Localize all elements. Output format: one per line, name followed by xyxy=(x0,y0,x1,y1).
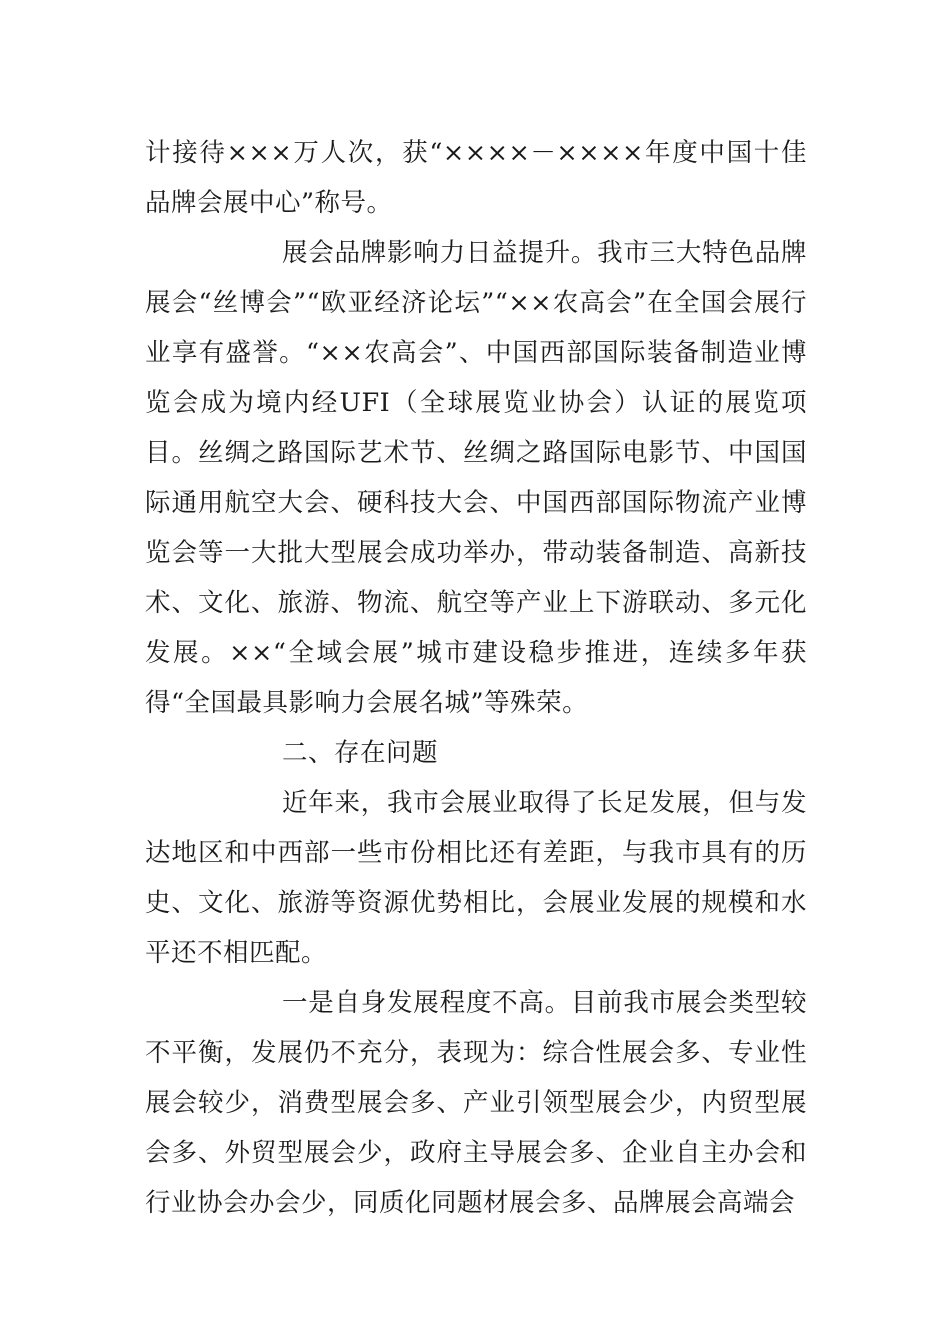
heading-text: 二、存在问题 xyxy=(282,738,439,768)
paragraph-development-level xyxy=(145,978,807,1228)
paragraph-continuation xyxy=(145,128,807,228)
paragraph-text: 展会品牌影响力日益提升。我市三大特色品牌展会“丝博会”“欧亚经济论坛”“××农高会”在全国会展行业享有盛誉。“××农高会”、中国西部国际装备制造业博览会成为境内经UFI（全球展览业协会）认证的展览项目。丝绸之路国际艺术节、丝绸之路国际电影节、中国国际通用航空大会、硬科技大会、中国西部国际物流产业博览会等一大批大型展会成功举办，带动装备制造、高新技术、文化、旅游、物流、航空等产业上下游联动、多元化发展。××“全域会展”城市建设稳步推进，连续多年获得“全国最具影响力会展名城”等殊荣。 xyxy=(145,238,807,718)
paragraph-text: 一是自身发展程度不高。目前我市展会类型较不平衡，发展仍不充分，表现为：综合性展会多、专业性展会较少，消费型展会多、产业引领型展会少，内贸型展会多、外贸型展会少，政府主导展会多、企业自主办会和行业协会办会少，同质化同题材展会多、品牌展会高端会 xyxy=(145,988,807,1218)
paragraph-text: 计接待×××万人次，获“××××－××××年度中国十佳品牌会展中心”称号。 xyxy=(145,138,807,218)
paragraph-text: 近年来，我市会展业取得了长足发展，但与发达地区和中西部一些市份相比还有差距，与我市具有的历史、文化、旅游等资源优势相比，会展业发展的规模和水平还不相匹配。 xyxy=(145,788,807,968)
section-heading-existing-problems xyxy=(145,728,944,778)
paragraph-brand-influence xyxy=(145,228,807,728)
paragraph-recent-years xyxy=(145,778,807,978)
